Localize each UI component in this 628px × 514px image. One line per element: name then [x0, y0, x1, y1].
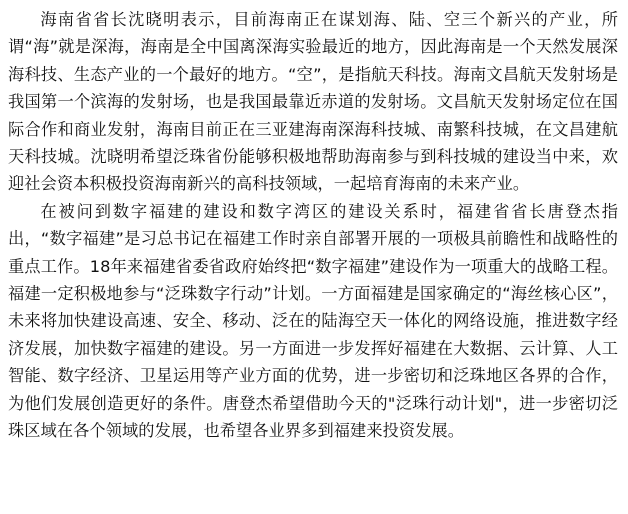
paragraph-hainan: 海南省省长沈晓明表示，目前海南正在谋划海、陆、空三个新兴的产业，所谓“海”就是深海，海南是全中国离深海实验最近的地方，因此海南是一个天然发展深海科技、生态产业的一个最好的地方。“空”，是指航天科技。海南文昌航天发射场是我国第一个滨海的发射场，也是我国最靠近赤道的发射场。文昌航天发射场定位在国际合作和商业发射，海南目前正在三亚建海南深海科技城、南繁科技城，在文昌建航天科技城。沈晓明希望泛珠省份能够积极地帮助海南参与到科技城的建设当中来，欢迎社会资本积极投资海南新兴的高科技领域，一起培育海南的未来产业。: [8, 10, 618, 194]
paragraph-fujian: 在被问到数字福建的建设和数字湾区的建设关系时，福建省省长唐登杰指出，“数字福建”是习总书记在福建工作时亲自部署开展的一项极具前瞻性和战略性的重点工作。18年来福建省委省政府始终把“数字福建”建设作为一项重大的战略工程。福建一定积极地参与“泛珠数字行动”计划。一方面福建是国家确定的“海丝核心区”，未来将加快建设高速、安全、移动、泛在的陆海空天一体化的网络设施，推进数字经济发展，加快数字福建的建设。另一方面进一步发挥好福建在大数据、云计算、人工智能、数字经济、卫星运用等产业方面的优势，进一步密切和泛珠地区各界的合作，为他们发展创造更好的条件。唐登杰希望借助今天的"泛珠行动计划"，进一步密切泛珠区域在各个领域的发展，也希望各业界多到福建来投资发展。: [8, 201, 618, 441]
